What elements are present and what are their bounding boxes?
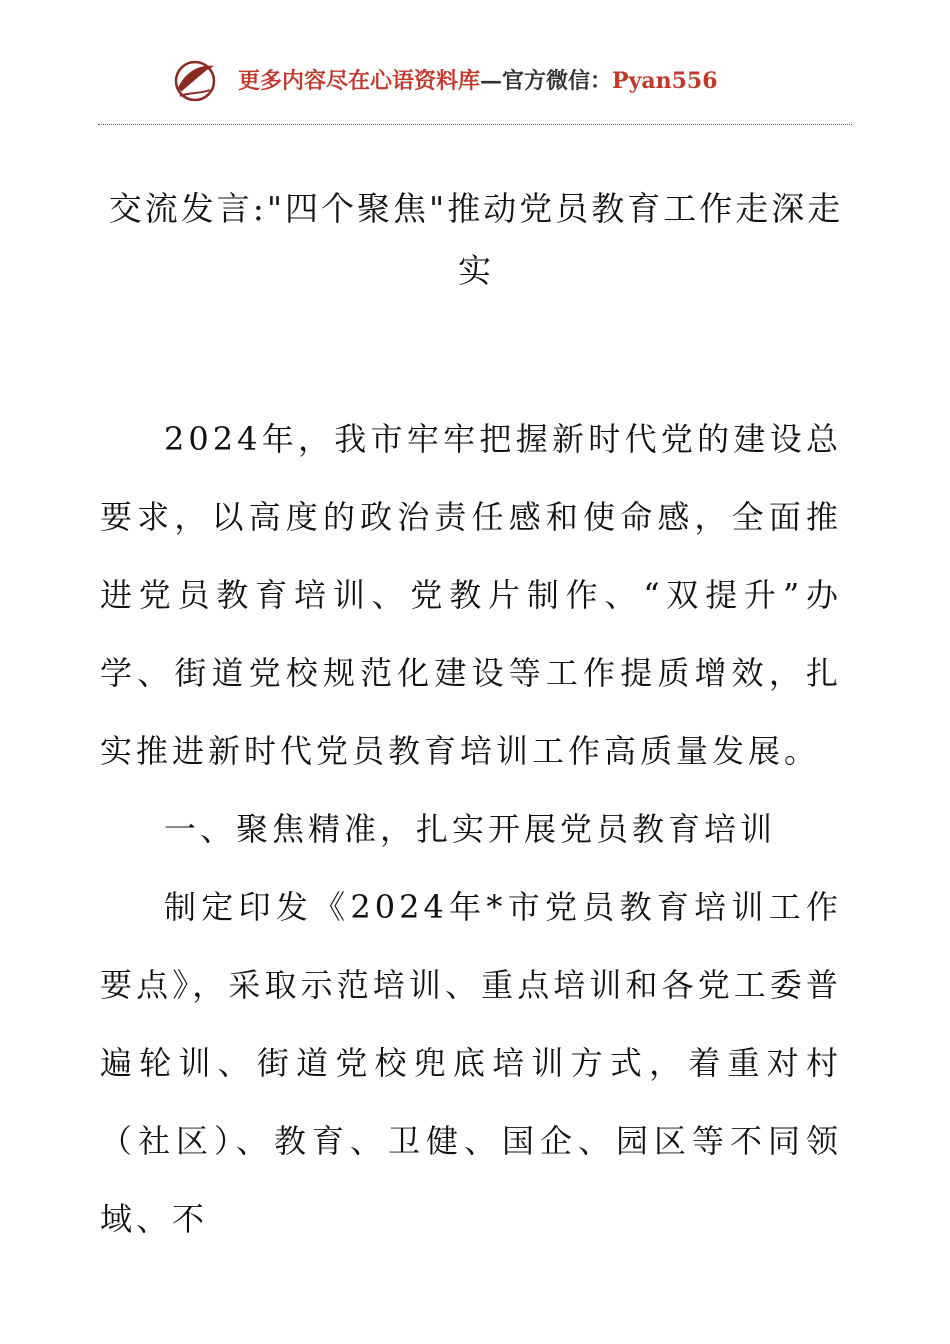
paragraph-section-1: 制定印发《2024年*市党员教育培训工作要点》，采取示范培训、重点培训和各党工委普遍轮训、街道党校兜底培训方式，着重对村（社区）、教育、卫健、国企、园区等不同领域、不 (100, 888, 842, 1238)
page-header (0, 52, 950, 112)
title-line-1: 交流发言:"四个聚焦"推动党员教育工作走深走 (108, 189, 844, 228)
header-library-text: 更多内容尽在心语资料库 (238, 68, 481, 94)
header-wechat-label: 官方微信： (502, 68, 613, 94)
document-title (100, 178, 852, 302)
header-divider (98, 124, 852, 125)
paragraph-intro: 2024年，我市牢牢把握新时代党的建设总要求，以高度的政治责任感和使命感，全面推进党员教育培训、党教片制作、“双提升”办学、街道党校规范化建设等工作提质增效，扎实推进新时代党员教育培训工作高质量发展。 (100, 420, 842, 770)
quill-logo-icon (172, 58, 218, 104)
header-wechat-id: Pyan556 (612, 68, 718, 94)
title-line-2: 实 (458, 251, 494, 290)
section-heading-1: 一、聚焦精准，扎实开展党员教育培训 (164, 810, 777, 848)
document-body (100, 400, 842, 1258)
header-banner (238, 67, 718, 95)
header-dash: — (480, 68, 503, 94)
